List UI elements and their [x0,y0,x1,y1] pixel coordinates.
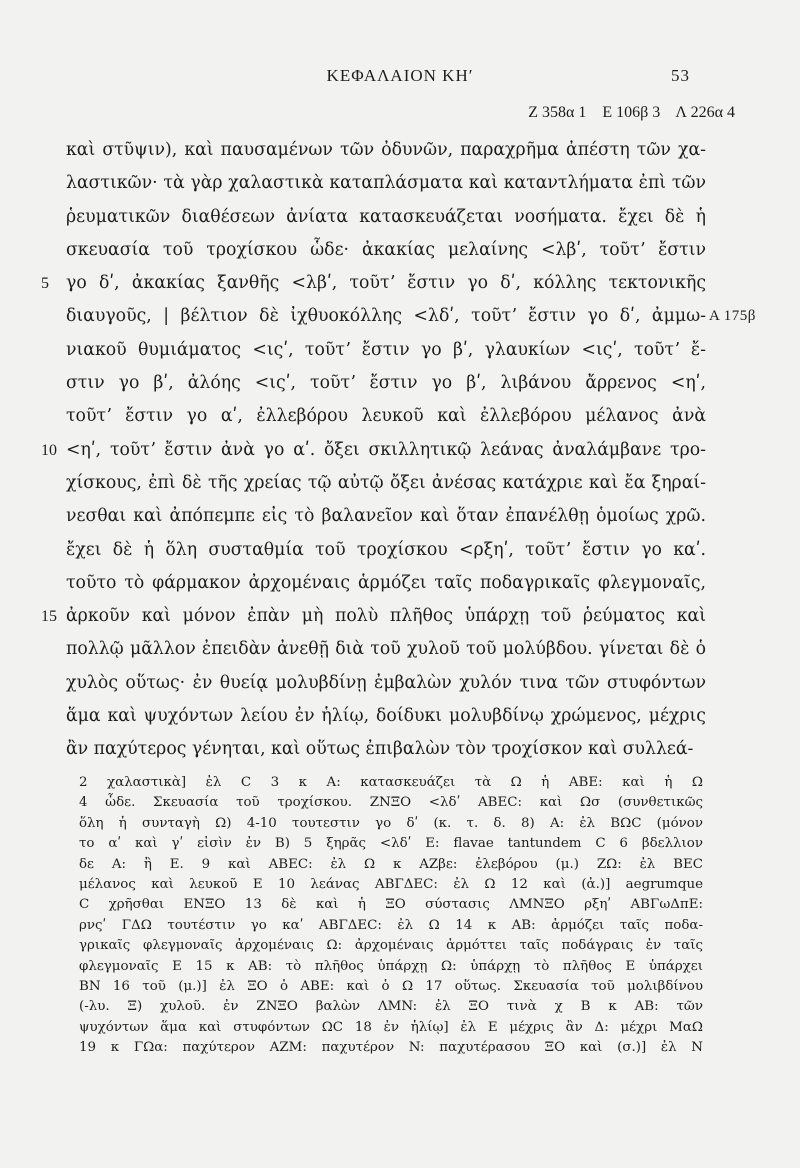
text-line-content: ἀρκοῦν καὶ μόνον ἐπὰν μὴ πολὺ πλῆθος ὑπάρχῃ τοῦ ῥεύματος καὶ [66,606,706,627]
apparatus-line: το αʹ καὶ γʹ εἰσὶν ἐν B) 5 ξηρᾶς <λδʹ E: flavae tantundem C 6 βδελλιον [79,836,703,852]
main-text [41,134,756,767]
text-line [41,600,706,633]
text-line-content: πολλῷ μᾶλλον ἐπειδὰν ἀνεθῇ διὰ τοῦ χυλοῦ τοῦ μολύβδου. γίνεται δὲ ὁ [66,639,706,660]
text-line-content: διαυγοῦς, | βέλτιον δὲ ἰχθυοκόλλης <λδʹ, τοῦτʼ ἔστιν γο δʹ, ἀμμω- [66,306,706,327]
manuscript-sigla: Z 358α 1 E 106β 3 Λ 226α 4 [528,104,735,121]
text-line [66,167,706,200]
text-line [66,334,706,367]
apparatus-line: 2 χαλαστικὰ] ἐλ C 3 κ A: κατασκευάζει τὰ Ω ἡ ABE: καὶ ἡ Ω [79,775,703,790]
apparatus-line: (-λυ. Ξ) χυλοῦ. ἐν ZNΞO βαλὼν ΛMN: ἐλ ΞO τινὰ χ B κ AB: τῶν [79,999,703,1015]
apparatus-line: γρικαῖς φλεγμοναῖς ἀρχομέναις Ω: ἀρχομέναις ἁρμόττει ταῖς ποδάγραις ἐν ταῖς [79,938,703,954]
text-line [66,300,756,333]
text-line-content: ἔχει δὲ ἡ ὅλη συσταθμία τοῦ τροχίσκου <ρξηʹ, τοῦτʼ ἔστιν γο καʹ. [66,539,706,560]
text-line [66,367,706,400]
apparatus-line: φλεγμοναῖς E 15 κ AB: τὸ πλῆθος ὑπάρχῃ Ω: ὑπάρχῃ τὸ πλῆθος E ὑπάρχει [79,958,703,974]
text-line-content: λαστικῶν· τὰ γὰρ χαλαστικὰ καταπλάσματα καὶ καταντλήματα ἐπὶ τῶν [66,173,706,194]
apparatus-line: 19 κ ΓΩα: παχύτερον AZM: παχυτέρον N: παχυτέρασου ΞO καὶ (σ.)] ἐλ N [79,1040,703,1056]
chapter-title: ΚΕΦΑΛΑΙΟΝ ΚΗʹ [326,66,474,85]
apparatus-line: BN 16 τοῦ (μ.)] ἐλ ΞO ὁ ABE: καὶ ὁ Ω 17 οὕτως. Σκευασία τοῦ μολιβδίνου [79,978,703,994]
text-line [66,534,706,567]
line-number: 10 [41,441,57,459]
text-line-content: νιακοῦ θυμιάματος <ιςʹ, τοῦτʼ ἔστιν γο βʹ, γλαυκίων <ιςʹ, τοῦτʼ ἔ- [66,339,706,360]
text-line-content: νεσθαι καὶ ἀπόπεμπε εἰς τὸ βαλανεῖον καὶ ὅταν ἐπανέλθῃ ὁμοίως χρῶ. [66,506,706,527]
text-line-content: σκευασία τοῦ τροχίσκου ὧδε· ἀκακίας μελαίνης <λβʹ, τοῦτʼ ἔστιν [66,239,706,260]
line-number: 5 [41,275,49,293]
text-line [66,567,706,600]
text-line-content: ἂν παχύτερος γένηται, καὶ οὕτως ἐπιβαλὼν τὸν τροχίσκον καὶ συλλεά- [66,739,694,760]
text-line [66,467,706,500]
apparatus-line: ψυχόντων ἅμα καὶ στυφόντων ΩC 18 ἐν ἡλίῳ] ἐλ E μέχρις ἂν Δ: μέχρι MαΩ [79,1019,703,1035]
text-line-content: ῥευματικῶν διαθέσεων ἀνίατα κατασκευάζεται νοσήματα. ἔχει δὲ ἡ [66,206,706,227]
apparatus-line: δε A: ἢ E. 9 καὶ ABEC: ἐλ Ω κ AZβε: ἐλεβόρου (μ.) ZΩ: ἐλ BEC [79,856,703,872]
text-line [66,733,706,766]
page-number: 53 [671,66,690,85]
line-number: 15 [41,608,57,626]
apparatus-line: ὅλη ἡ συνταγὴ Ω) 4-10 τουτεστιν γο δʹ (κ. τ. δ. 8) A: ἐλ BΩC (μόνον [79,815,703,831]
text-line-content: χυλὸς οὕτως· ἐν θυείᾳ μολυβδίνῃ ἐμβαλὼν χυλόν τινα τῶν στυφόντων [66,672,706,693]
text-line-content: καὶ στῦψιν), καὶ παυσαμένων τῶν ὀδυνῶν, παραχρῆμα ἀπέστη τῶν χα- [66,140,706,160]
text-line [66,134,706,167]
apparatus-line: 4 ὧδε. Σκευασία τοῦ τροχίσκου. ZNΞO <λδʹ ABEC: καὶ Ωσ (συνθετικῶς [79,795,703,811]
text-line-content: χίσκους, ἐπὶ δὲ τῆς χρείας τῷ αὐτῷ ὄξει ἀνέσας κατάχριε καὶ ἔα ξηραί- [66,472,706,493]
text-line [41,267,706,300]
apparatus-line: ρνςʹ ΓΔΩ τουτέστιν γο καʹ ABΓΔEC: ἐλ Ω 14 κ AB: ἁρμόζει ταῖς ποδα- [79,917,703,933]
text-line [41,434,706,467]
text-line [66,201,706,234]
text-line [66,400,706,433]
text-line [66,500,706,533]
text-line [66,633,706,666]
apparatus-line: μέλανος καὶ λευκοῦ E 10 λεάνας ABΓΔEC: ἐλ Ω 12 καὶ (ἀ.)] aegrumque [79,876,703,892]
text-line-content: γο δʹ, ἀκακίας ξανθῆς <λβʹ, τοῦτʼ ἔστιν γο δʹ, κόλλης τεκτονικῆς [66,273,706,294]
text-line-content: τοῦτο τὸ φάρμακον ἀρχομέναις ἁρμόζει ταῖς ποδαγρικαῖς φλεγμοναῖς, [66,572,706,593]
text-line [66,700,706,733]
apparatus-line: C χρῆσθαι ENΞO 13 δὲ καὶ ἡ ΞO σύστασις ΛMNΞO ρξηʹ ABΓωΔπE: [79,897,703,913]
text-line [66,667,706,700]
critical-apparatus [79,773,703,1058]
text-line-content: τοῦτʼ ἔστιν γο αʹ, ἐλλεβόρου λευκοῦ καὶ ἐλλεβόρου μέλανος ἀνὰ [66,406,706,427]
text-line-content: ἅμα καὶ ψυχόντων λείου ἐν ἡλίῳ, δοίδυκι μολυβδίνῳ χρώμενος, μέχρις [66,706,706,727]
text-line-content: <ηʹ, τοῦτʼ ἔστιν ἀνὰ γο αʹ. ὄξει σκιλλητικῷ λεάνας ἀναλάμβανε τρο- [66,439,706,460]
text-line [66,234,706,267]
margin-folio-note: A 175β [709,308,756,325]
text-line-content: στιν γο βʹ, ἀλόης <ιςʹ, τοῦτʼ ἔστιν γο βʹ, λιβάνου ἄρρενος <ηʹ, [66,373,706,394]
running-head [0,66,800,90]
